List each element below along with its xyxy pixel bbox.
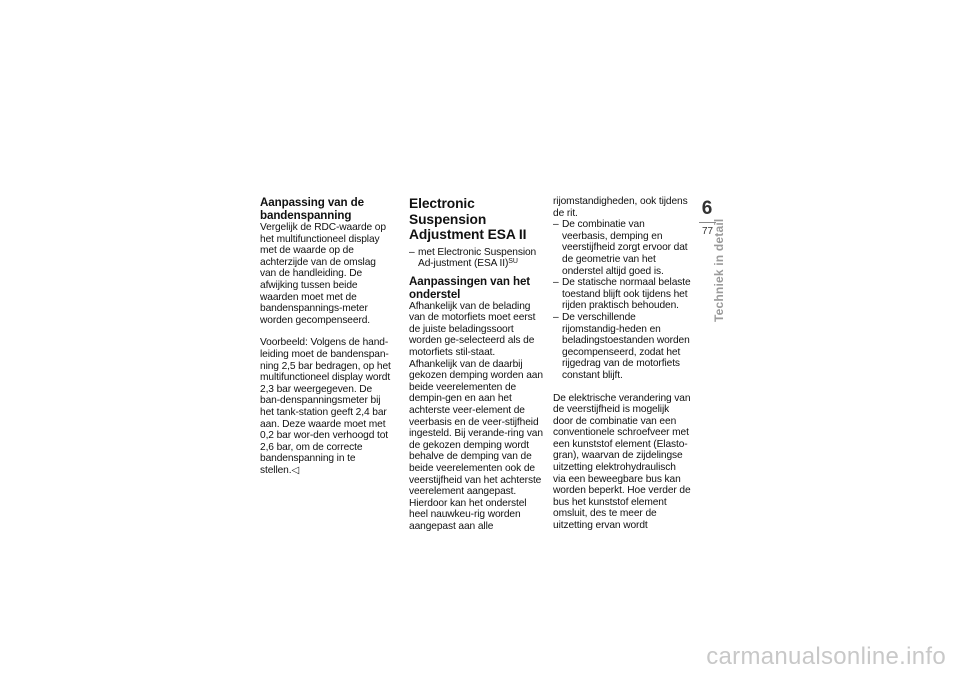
watermark: carmanualsonline.info [706,643,946,670]
list-item: – De statische normaal belaste toestand blijft ook tijdens het rijden praktisch behouden. [553,277,691,312]
page-number: 77 [701,226,714,237]
paragraph-example: Voorbeeld: Volgens de hand-leiding moet de bandenspan-ning 2,5 bar bedragen, op het multifunctioneel display wordt 2,3 bar weergegeven. De ban-denspanningsmeter bij het tank-station geeft 2,4 bar aan. Deze waarde moet met 0,2 bar wor-den verhoogd tot 2,6 bar, om de correcte bandenspanning in te stellen.◁ [260,337,391,476]
option-code: SU [508,258,518,266]
list-item: – De verschillende rijomstandig-heden en beladingstoestanden worden gecompenseerd, zodat het rijgedrag van de motorfiets constant blijft. [553,311,690,381]
paragraph-continuation: rijomstandigheden, ook tijdens de rit. [553,196,688,219]
paragraph-adjustments: Afhankelijk van de belading van de motorfiets moet eerst de juiste beladingssoort worden ge-selecteerd als de motorfiets stil-staat. Afhankelijk van de daarbij gekozen demping worden aan beide veerelementen de dempin-gen en aan het achterste veer-element de veerbasis en de veer-stijfheid ingesteld. Bij verande-ring van de gekozen demping wordt behalve de demping van de beide veerelementen ook de veerstijfheid van het achterste veerelement aangepast. Hierdoor kan het onderstel heel nauwkeu-rig worden aangepast aan alle [409,300,543,532]
column-middle [409,196,545,533]
paragraph-rdc-compare: Vergelijk de RDC-waarde op het multifunctioneel display met de waarde op de achterzijde van de omslag van de handleiding. De afwijking tussen beide waarden moet met de bandenspannings-meter worden gecompenseerd. [260,222,386,326]
subheading-adjustments: Aanpassingen van het onderstel [409,274,531,301]
section-title-esa: Electronic Suspension Adjustment ESA II [409,196,527,242]
section-heading-tire-pressure: Aanpassing van de bandenspanning [260,196,364,222]
paragraph-spring-stiffness: De elektrische verandering van de veerstijfheid is mogelijk door de combinatie van een conventionele schroefveer met een kunststof element (Elasto-gran), waarvan de zijdelingse uitzetting elektrohydraulisch via een beweegbare bus kan worden beperkt. Hoe verder de bus het kunststof element omsluit, des te meer de uitzetting ervan wordt [553,392,691,532]
column-right [553,196,691,532]
dash-bullet: – [553,311,559,323]
list-item: – De combinatie van veerbasis, demping en veerstijfheid zorgt ervoor dat de geometrie van het onderstel altijd goed is. [553,219,688,277]
dash-bullet: – [553,219,559,231]
dash-bullet: – [409,246,415,258]
dash-bullet: – [553,277,559,289]
chapter-side-label: Techniek in detail [712,218,726,322]
list-item-esa-option: – met Electronic Suspension Ad-justment (ESA II)$^{SU}$ [409,246,537,270]
chapter-number: 6 [701,198,713,219]
end-mark-icon: ◁ [291,464,300,476]
column-left [260,196,393,476]
